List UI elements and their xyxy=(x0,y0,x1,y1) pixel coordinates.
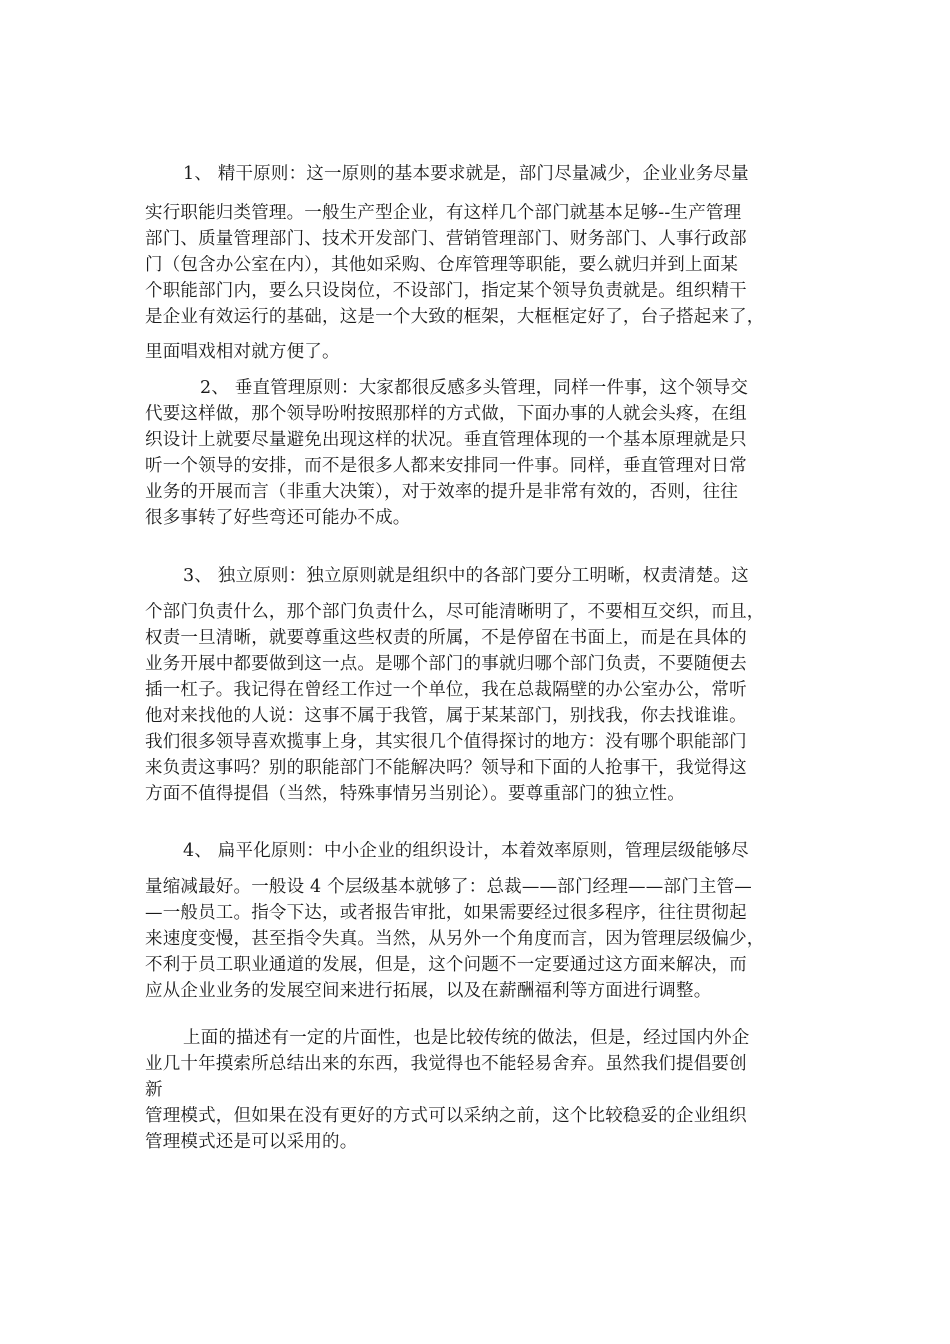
paragraph-2-line-2: 代要这样做，那个领导吩咐按照那样的方式做，下面办事的人就会头疼，在组 xyxy=(145,404,747,424)
paragraph-3-line-8: 来负责这事吗？别的职能部门不能解决吗？领导和下面的人抢事干，我觉得这 xyxy=(145,758,747,778)
paragraph-5-line-4: 管理模式，但如果在没有更好的方式可以采纳之前，这个比较稳妥的企业组织 xyxy=(145,1106,747,1126)
paragraph-2-line-1: 2、 垂直管理原则：大家都很反感多头管理，同样一件事，这个领导交 xyxy=(200,378,749,398)
paragraph-3-line-2: 个部门负责什么，那个部门负责什么，尽可能清晰明了，不要相互交织，而且， xyxy=(145,602,765,622)
paragraph-5-line-1: 上面的描述有一定的片面性，也是比较传统的做法，但是，经过国内外企 xyxy=(183,1028,750,1048)
paragraph-3-line-6: 他对来找他的人说：这事不属于我管，属于某某部门，别找我，你去找谁谁。 xyxy=(145,706,747,726)
paragraph-4-line-6: 应从企业业务的发展空间来进行拓展，以及在薪酬福利等方面进行调整。 xyxy=(145,981,712,1001)
paragraph-4-line-2: 量缩减最好。一般设 4 个层级基本就够了：总裁——部门经理——部门主管— xyxy=(145,877,752,897)
paragraph-1-line-1: 1、 精干原则：这一原则的基本要求就是，部门尽量减少，企业业务尽量 xyxy=(183,164,749,184)
paragraph-1-line-2: 实行职能归类管理。一般生产型企业，有这样几个部门就基本足够--生产管理 xyxy=(145,203,742,223)
paragraph-2-line-6: 很多事转了好些弯还可能办不成。 xyxy=(145,508,411,528)
paragraph-3-line-9: 方面不值得提倡（当然，特殊事情另当别论）。要尊重部门的独立性。 xyxy=(145,784,685,804)
paragraph-3-line-3: 权责一旦清晰，就要尊重这些权责的所属，不是停留在书面上，而是在具体的 xyxy=(145,628,747,648)
paragraph-3-line-1: 3、 独立原则：独立原则就是组织中的各部门要分工明晰，权责清楚。这 xyxy=(183,566,749,586)
paragraph-3-line-4: 业务开展中都要做到这一点。是哪个部门的事就归哪个部门负责，不要随便去 xyxy=(145,654,747,674)
paragraph-1-line-4: 门（包含办公室在内），其他如采购、仓库管理等职能，要么就归并到上面某 xyxy=(145,255,739,275)
paragraph-3-line-5: 插一杠子。我记得在曾经工作过一个单位，我在总裁隔壁的办公室办公，常听 xyxy=(145,680,747,700)
paragraph-4-line-3: —一般员工。指令下达，或者报告审批，如果需要经过很多程序，往往贯彻起 xyxy=(145,903,747,923)
paragraph-5-line-5: 管理模式还是可以采用的。 xyxy=(145,1132,358,1152)
paragraph-4-line-5: 不利于员工职业通道的发展，但是，这个问题不一定要通过这方面来解决，而 xyxy=(145,955,747,975)
paragraph-4-line-1: 4、 扁平化原则：中小企业的组织设计，本着效率原则，管理层级能够尽 xyxy=(183,841,749,861)
paragraph-2-line-4: 听一个领导的安排，而不是很多人都来安排同一件事。同样，垂直管理对日常 xyxy=(145,456,747,476)
paragraph-1-line-6: 是企业有效运行的基础，这是一个大致的框架，大框框定好了，台子搭起来了， xyxy=(145,307,765,327)
paragraph-4-line-4: 来速度变慢，甚至指令失真。当然，从另外一个角度而言，因为管理层级偏少， xyxy=(145,929,765,949)
paragraph-1-line-5: 个职能部门内，要么只设岗位，不设部门，指定某个领导负责就是。组织精干 xyxy=(145,281,747,301)
paragraph-2-line-5: 业务的开展而言（非重大决策），对于效率的提升是非常有效的，否则，往往 xyxy=(145,482,739,502)
paragraph-1-line-7: 里面唱戏相对就方便了。 xyxy=(145,342,340,362)
paragraph-1-line-3: 部门、质量管理部门、技术开发部门、营销管理部门、财务部门、人事行政部 xyxy=(145,229,747,249)
paragraph-5-line-3: 新 xyxy=(145,1080,163,1100)
paragraph-2-line-3: 织设计上就要尽量避免出现这样的状况。垂直管理体现的一个基本原理就是只 xyxy=(145,430,747,450)
paragraph-3-line-7: 我们很多领导喜欢揽事上身，其实很几个值得探讨的地方：没有哪个职能部门 xyxy=(145,732,747,752)
paragraph-5-line-2: 业几十年摸索所总结出来的东西，我觉得也不能轻易舍弃。虽然我们提倡要创 xyxy=(145,1054,747,1074)
